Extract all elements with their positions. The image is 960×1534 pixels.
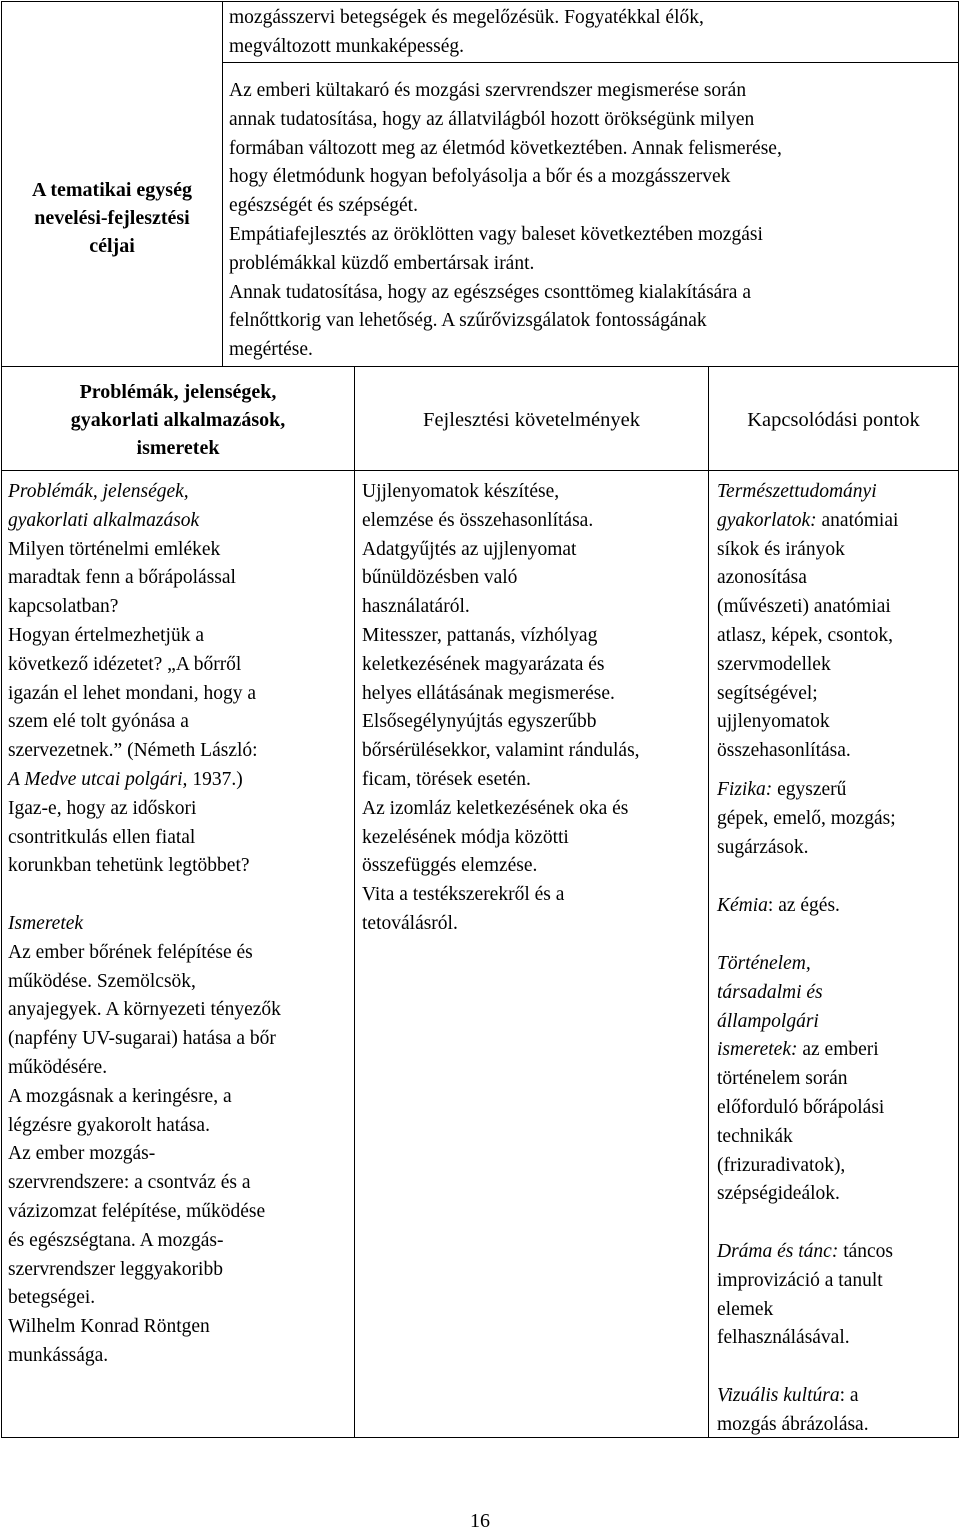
col3-block-science (717, 478, 898, 766)
history-text: az emberi (797, 1039, 879, 1061)
goals-line: formában változott meg az életmód következtében. Annak felismerése, (229, 137, 782, 159)
knowledge-line: szervrendszer leggyakoribb (8, 1258, 223, 1280)
chemistry-label: Kémia (717, 895, 768, 916)
question-line: csontritkulás ellen fiatal (8, 826, 196, 848)
col1-header-line: ismeretek (136, 437, 220, 459)
goals-line: problémákkal küzdő embertársak iránt. (229, 252, 535, 274)
requirement-line: Mitesszer, pattanás, vízhólyag (362, 624, 598, 646)
col1-header (2, 378, 354, 462)
goals-line: annak tudatosítása, hogy az állatvilágból hozott örökségünk milyen (229, 108, 755, 130)
goals-line: Az emberi kültakaró és mozgási szervrendszer megismerése során (229, 80, 747, 101)
knowledge-line: Az ember bőrének felépítése és (8, 941, 253, 963)
col2-body (362, 478, 640, 939)
cited-work-title: A Medve utcai polgári, (8, 768, 188, 790)
col2-divider (708, 366, 709, 1438)
goals-line: felnőttkorig van lehetőség. A szűrővizsgálatok fontosságának (229, 310, 707, 332)
question-line: szem elé tolt gyónása a (8, 711, 189, 733)
knowledge-line: anyajegyek. A környezeti tényezők (8, 999, 281, 1021)
knowledge-line: (napfény UV-sugarai) hatása a bőr (8, 1028, 276, 1050)
table-right-border (958, 1, 959, 1438)
drama-text: táncos (838, 1241, 894, 1262)
knowledge-line: szervrendszere: a csontváz és a (8, 1172, 251, 1194)
goals-text (229, 77, 782, 365)
knowledge-line: A mozgásnak a keringésre, a (8, 1085, 232, 1107)
col1-header-line: Problémák, jelenségek, (79, 381, 277, 403)
goals-line: megértése. (229, 339, 313, 361)
history-text: technikák (717, 1125, 793, 1147)
science-text: (művészeti) anatómiai (717, 596, 891, 618)
goals-line: Annak tudatosítása, hogy az egészséges csonttömeg kialakítására a (229, 281, 751, 303)
col3-header: Kapcsolódási pontok (747, 409, 920, 431)
spacer (8, 881, 281, 910)
goals-line: Empátiafejlesztés az öröklötten vagy baleset következtében mozgási (229, 223, 763, 245)
requirement-line: használatáról. (362, 596, 470, 618)
knowledge-line: működése. Szemölcsök, (8, 970, 196, 992)
science-label: Természettudományi (717, 481, 877, 502)
science-text: síkok és irányok (717, 538, 845, 560)
visual-text: mozgás ábrázolása. (717, 1413, 869, 1435)
question-line: igazán el lehet mondani, hogy a (8, 682, 256, 704)
requirement-line: összefüggés elemzése. (362, 855, 538, 877)
goals-title (2, 176, 222, 260)
intro-line: megváltozott munkaképesség. (229, 35, 465, 57)
question-line: maradtak fenn a bőrápolással (8, 567, 236, 589)
knowledge-line: betegségei. (8, 1287, 96, 1309)
col3-block-drama (717, 1238, 893, 1353)
history-text: előforduló bőrápolási (717, 1096, 885, 1118)
knowledge-line: Wilhelm Konrad Röntgen (8, 1316, 210, 1338)
col2-header: Fejlesztési követelmények (423, 409, 640, 431)
visual-text: : a (839, 1385, 859, 1406)
requirement-line: Ujjlenyomatok készítése, (362, 481, 560, 502)
col1-divider (354, 366, 355, 1438)
knowledge-line: munkássága. (8, 1344, 109, 1366)
question-line: Igaz-e, hogy az időskori (8, 797, 197, 819)
requirement-line: Az izomláz keletkezésének oka és (362, 797, 629, 819)
science-text: összehasonlítása. (717, 740, 851, 762)
drama-text: improvizáció a tanult (717, 1269, 883, 1291)
col3-block-physics (717, 776, 896, 862)
history-text: szépségideálok. (717, 1183, 840, 1205)
question-line: következő idézetet? „A bőrről (8, 653, 242, 675)
goals-title-line: A tematikai egység (32, 179, 192, 201)
col3-block-chemistry (717, 892, 840, 921)
goals-divider (222, 1, 223, 367)
col1-header-line: gyakorlati alkalmazások, (70, 409, 286, 431)
page-number: 16 (470, 1510, 490, 1532)
drama-text: felhasználásával. (717, 1327, 850, 1349)
science-label: gyakorlatok: (717, 509, 817, 531)
requirement-line: Vita a testékszerekről és a (362, 884, 565, 906)
knowledge-line: működésére. (8, 1056, 108, 1078)
science-text: anatómiai (816, 509, 899, 531)
requirement-line: Elsősegélynyújtás egyszerűbb (362, 711, 597, 733)
knowledge-line: Az ember mozgás- (8, 1143, 156, 1165)
visual-label: Vizuális kultúra (717, 1385, 840, 1406)
requirement-line: elemzése és összehasonlítása. (362, 509, 594, 531)
intro-bottom-border (223, 62, 959, 63)
physics-text: egyszerű (772, 779, 847, 800)
requirement-line: bőrsérülésekkor, valamint rándulás, (362, 740, 640, 762)
intro-text (229, 4, 704, 62)
question-line: Hogyan értelmezhetjük a (8, 624, 204, 646)
physics-label: Fizika: (717, 779, 773, 800)
history-text: történelem során (717, 1068, 848, 1090)
header-bottom-border (1, 470, 959, 471)
col3-block-visual (717, 1382, 869, 1440)
question-line: szervezetnek.” (Németh László: (8, 740, 258, 762)
requirement-line: keletkezésének magyarázata és (362, 653, 605, 675)
physics-text: sugárzások. (717, 836, 809, 858)
requirement-line: bűnüldözésben való (362, 567, 518, 589)
knowledge-line: vázizomzat felépítése, működése (8, 1200, 266, 1222)
knowledge-line: és egészségtana. A mozgás- (8, 1229, 224, 1251)
col1-body (8, 478, 281, 1371)
science-text: ujjlenyomatok (717, 711, 830, 733)
citation-line (8, 766, 281, 795)
requirement-line: ficam, törések esetén. (362, 768, 531, 790)
question-line: kapcsolatban? (8, 596, 119, 618)
question-line: Milyen történelmi emlékek (8, 538, 221, 560)
goals-title-line: nevelési-fejlesztési (34, 207, 190, 229)
science-text: szervmodellek (717, 653, 831, 675)
science-text: segítségével; (717, 682, 818, 704)
goals-line: hogy életmódunk hogyan befolyásolja a bőr és a mozgásszervek (229, 166, 731, 188)
history-label: Történelem, (717, 953, 811, 974)
science-text: atlasz, képek, csontok, (717, 624, 893, 646)
problems-heading: Problémák, jelenségek, (8, 481, 189, 502)
knowledge-heading: Ismeretek (8, 912, 84, 934)
question-line: korunkban tehetünk legtöbbet? (8, 855, 250, 877)
intro-line: mozgásszervi betegségek és megelőzésük. Fogyatékkal élők, (229, 7, 704, 28)
chemistry-text: : az égés. (767, 895, 840, 916)
goals-bottom-border (1, 366, 959, 367)
cited-work-year: 1937.) (187, 768, 243, 790)
col3-block-history (717, 950, 884, 1209)
goals-title-line: céljai (89, 235, 135, 257)
requirement-line: helyes ellátásának megismerése. (362, 682, 615, 704)
physics-text: gépek, emelő, mozgás; (717, 807, 896, 829)
table-top-border (1, 1, 959, 2)
drama-text: elemek (717, 1298, 774, 1320)
knowledge-line: légzésre gyakorolt hatása. (8, 1114, 210, 1136)
history-label: társadalmi és (717, 981, 823, 1003)
history-text: (frizuradivatok), (717, 1154, 846, 1176)
drama-label: Dráma és tánc: (717, 1241, 839, 1262)
history-label: állampolgári (717, 1010, 819, 1032)
goals-line: egészségét és szépségét. (229, 195, 418, 217)
science-text: azonosítása (717, 567, 807, 589)
requirement-line: kezelésének módja közötti (362, 826, 569, 848)
requirement-line: Adatgyűjtés az ujjlenyomat (362, 538, 577, 560)
requirement-line: tetoválásról. (362, 912, 458, 934)
problems-heading: gyakorlati alkalmazások (8, 509, 200, 531)
history-label: ismeretek: (717, 1039, 798, 1061)
